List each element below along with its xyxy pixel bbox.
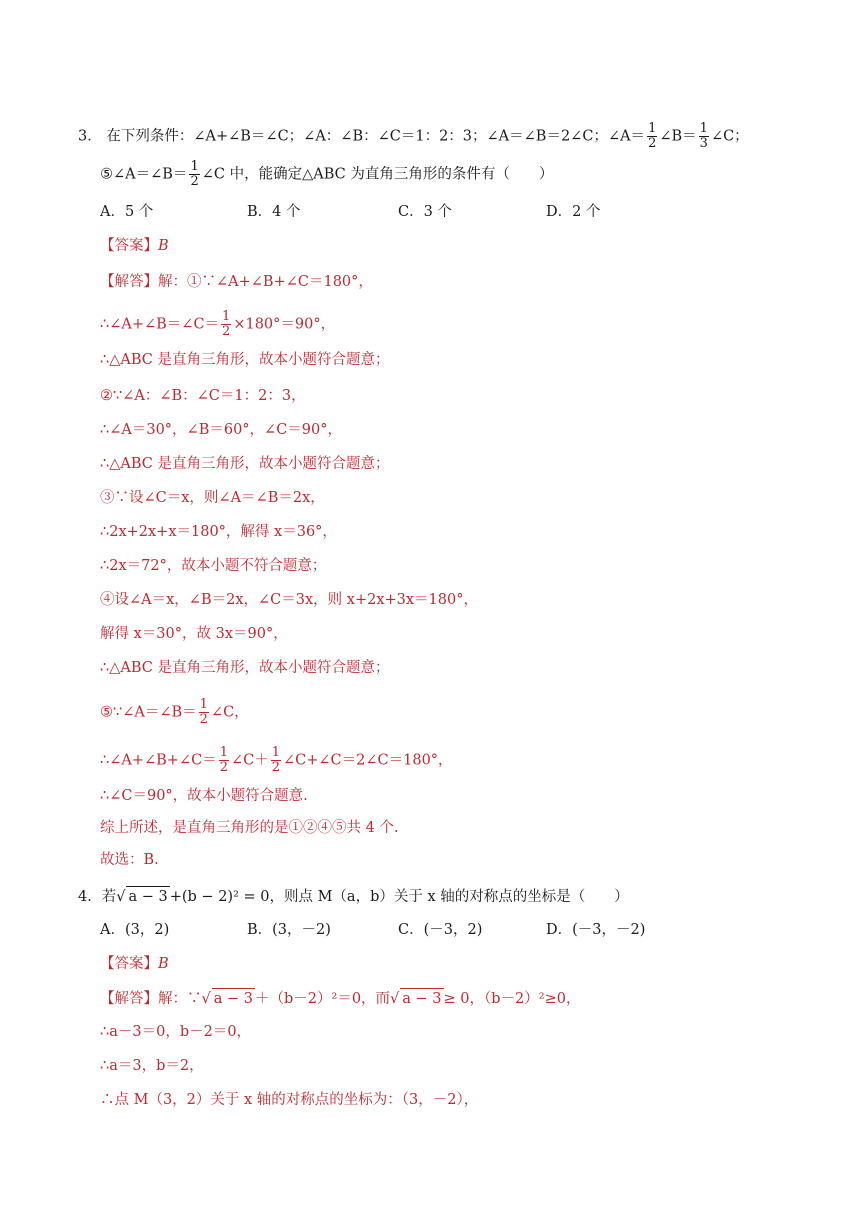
answer-value: B — [158, 238, 169, 254]
q4-option-a[interactable]: A．(3，2) — [100, 922, 170, 938]
q4-option-b[interactable]: B．(3，－2) — [247, 922, 331, 938]
question-number: 3． — [78, 128, 102, 145]
circled-5: ⑤ — [100, 166, 113, 183]
q3-solution-line11: 解得 x＝30°，故 3x＝90°， — [100, 626, 288, 642]
answer-value: B — [158, 956, 169, 972]
q4-solution-line1: 【解答】解：∵√ a − 3 ＋（b－2）²＝0，而√ a − 3 ≥ 0，（b－2）²≥0， — [100, 988, 580, 1009]
fraction: $\frac{1}{2}$ — [648, 121, 657, 151]
q3-solution-line7: ③∵设∠C＝x，则∠A＝∠B＝2x， — [100, 490, 325, 506]
radicand: a − 3 — [126, 886, 169, 907]
fraction: $\frac{1}{2}$ — [271, 745, 281, 775]
condition-5b: ∠C 中，能确定△ABC 为直角三角形的条件有（ ） — [201, 166, 554, 183]
fraction: $\frac{1}{2}$ — [219, 745, 228, 775]
solution-label: 【解答】 — [100, 991, 158, 1007]
fraction: $\frac{1}{3}$ — [699, 121, 708, 151]
condition-5a: ∠A＝∠B＝ — [113, 166, 188, 183]
condition-2: ∠A：∠B：∠C＝1：2：3； — [303, 128, 487, 145]
q3-solution-line17: 故选：B. — [100, 852, 159, 868]
q3-solution-line4: ②∵∠A：∠B：∠C＝1：2：3， — [100, 388, 306, 404]
q3-solution-line10: ④设∠A＝x，∠B＝2x，∠C＝3x，则 x+2x+3x＝180°， — [100, 592, 478, 608]
sqrt-icon: √ — [201, 991, 211, 1007]
q3-answer — [100, 236, 169, 256]
q3-solution-line16: 综上所述，是直角三角形的是①②④⑤共 4 个. — [100, 820, 399, 836]
q3-solution-line12: ∴△ABC 是直角三角形，故本小题符合题意； — [100, 660, 390, 676]
q3-solution-line14: ∴∠A+∠B+∠C＝ $\frac{1}{2}$ ∠C＋ $\frac{1}{2}$ ∠C+∠C＝2∠C＝180°， — [100, 745, 453, 775]
q3-solution-line6: ∴△ABC 是直角三角形，故本小题符合题意； — [100, 456, 390, 472]
q4-stem: 4．若√ a − 3 +(b − 2)² = 0，则点 M（a，b）关于 x 轴的对称点的坐标是（ ） — [78, 886, 629, 907]
q3-solution-line1: 【解答】解：①∵∠A+∠B+∠C＝180°， — [100, 274, 373, 290]
q3-option-c[interactable]: C．3 个 — [398, 204, 452, 220]
solution-label: 【解答】 — [100, 274, 158, 290]
q4-solution-line4: ∴点 M（3，2）关于 x 轴的对称点的坐标为：（3，－2）， — [100, 1092, 479, 1108]
q3-stem-line2 — [100, 160, 553, 189]
q3-solution-line2: ∴∠A+∠B＝∠C＝ $\frac{1}{2}$ ×180°＝90°， — [100, 309, 336, 339]
q3-solution-line9: ∴2x＝72°，故本小题不符合题意； — [100, 558, 327, 574]
question-number: 4． — [78, 889, 102, 905]
condition-1: ∠A+∠B＝∠C； — [193, 128, 304, 145]
condition-4c: ∠C； — [710, 128, 749, 145]
q3-option-a[interactable]: A．5 个 — [100, 204, 154, 220]
stem-text: 在下列条件： — [106, 128, 194, 145]
fraction: $\frac{1}{2}$ — [199, 697, 208, 727]
fraction: $\frac{1}{2}$ — [222, 309, 231, 339]
answer-label: 【答案】 — [100, 956, 158, 972]
q3-solution-line15: ∴∠C＝90°，故本小题符合题意. — [100, 788, 308, 804]
q4-solution-line2: ∴a－3＝0，b－2＝0， — [100, 1024, 252, 1040]
q3-solution-line5: ∴∠A＝30°，∠B＝60°，∠C＝90°， — [100, 422, 342, 438]
q3-solution-line8: ∴2x+2x+x＝180°，解得 x＝36°， — [100, 524, 337, 540]
sqrt-icon: √ — [390, 991, 400, 1007]
q4-option-c[interactable]: C．(－3，2) — [398, 922, 483, 938]
condition-4b: ∠B＝ — [659, 128, 697, 145]
fraction: $\frac{1}{2}$ — [190, 159, 199, 189]
answer-label: 【答案】 — [100, 238, 158, 254]
q3-option-b[interactable]: B．4 个 — [247, 204, 301, 220]
q3-solution-line3: ∴△ABC 是直角三角形，故本小题符合题意； — [100, 352, 390, 368]
q4-option-d[interactable]: D．(－3，－2) — [546, 922, 646, 938]
q3-option-d[interactable]: D．2 个 — [546, 204, 601, 220]
condition-3: ∠A＝∠B＝2∠C； — [486, 128, 608, 145]
q3-solution-line13: ⑤∵∠A＝∠B＝ $\frac{1}{2}$ ∠C， — [100, 697, 249, 727]
sqrt-icon: √ — [116, 889, 126, 905]
q4-solution-line3: ∴a＝3，b＝2， — [100, 1058, 204, 1074]
q3-stem-line1 — [78, 122, 749, 151]
condition-4a: ∠A＝ — [607, 128, 646, 145]
q4-answer — [100, 954, 169, 974]
